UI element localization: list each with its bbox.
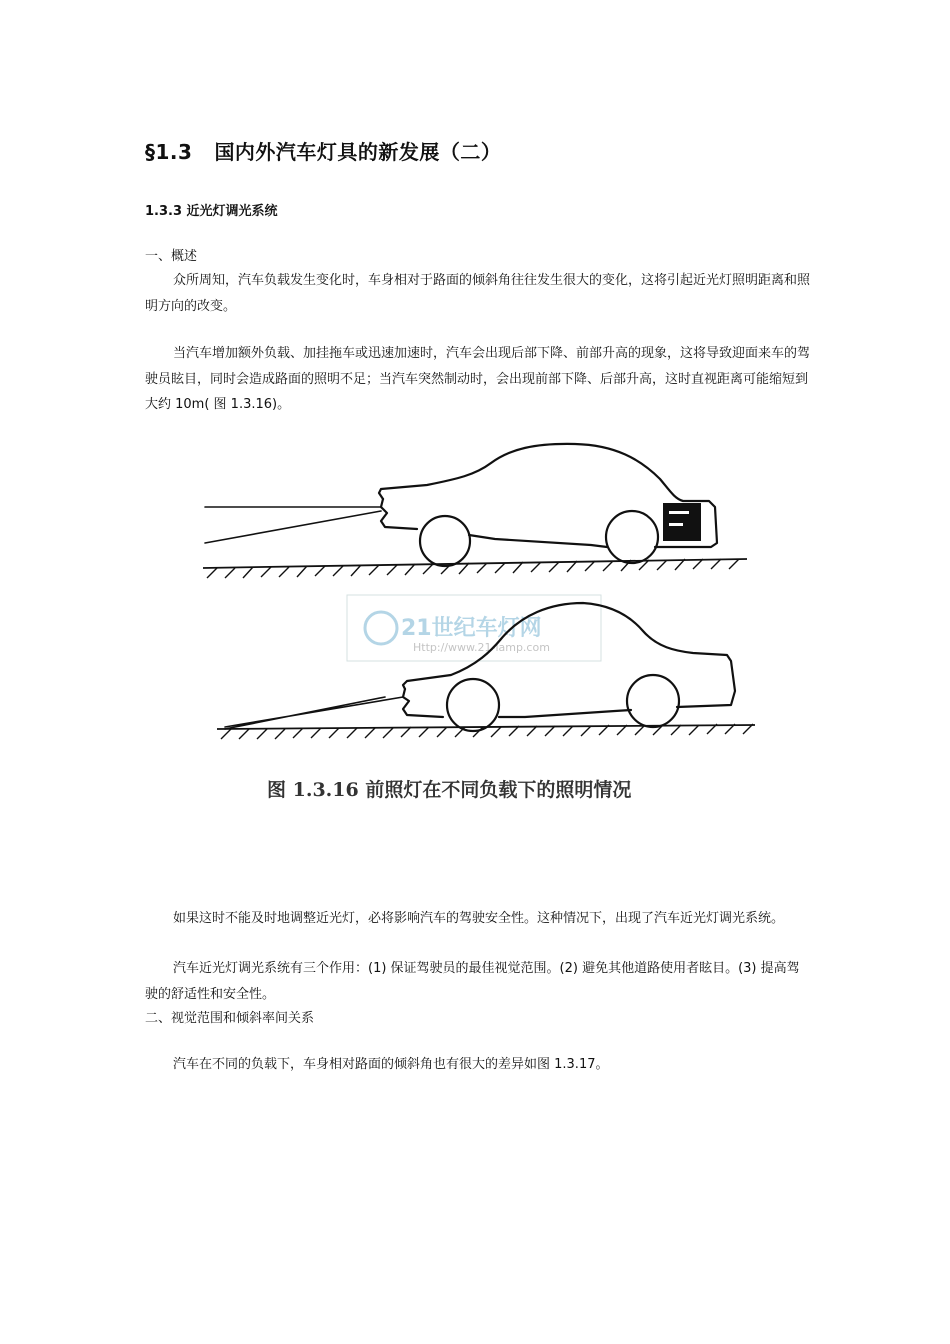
figure-caption: 图 1.3.16 前照灯在不同负载下的照明情况 <box>267 779 632 801</box>
paragraph-4: 汽车近光灯调光系统有三个作用：(1) 保证驾驶员的最佳视觉范围。(2) 避免其他道路使用者眩目。(3) 提高驾驶的舒适性和安全性。 <box>145 961 800 1002</box>
section-number: §1.3 <box>145 140 193 164</box>
road-bottom <box>217 724 755 739</box>
car-illustration-top <box>205 444 717 566</box>
subsection-heading: 1.3.3 近光灯调光系统 <box>145 204 278 219</box>
paragraph-5: 汽车在不同的负载下，车身相对路面的倾斜角也有很大的差异如图 1.3.17。 <box>173 1057 609 1072</box>
road-top <box>203 559 747 578</box>
paragraph-1: 众所周知，汽车负载发生变化时，车身相对于路面的倾斜角往往发生很大的变化，这将引起近光灯照明距离和照明方向的改变。 <box>145 273 811 314</box>
section-1-title: 一、概述 <box>145 249 198 264</box>
section-2-title: 二、视觉范围和倾斜率间关系 <box>145 1011 315 1026</box>
figure-headlight-illumination <box>195 435 765 810</box>
trailer-load-icon <box>663 503 701 541</box>
watermark-url: Http://www.21-lamp.com <box>413 641 550 654</box>
section-title: 国内外汽车灯具的新发展（二） <box>214 140 502 164</box>
paragraph-2: 当汽车增加额外负载、加挂拖车或迅速加速时，汽车会出现后部下降、前部升高的现象，这将导致迎面来车的驾驶员眩目，同时会造成路面的照明不足；当汽车突然制动时，会出现前部下降、后部升高，这时直视距离可能缩短到大约 10m( 图 1.3.16)。 <box>145 346 811 412</box>
watermark-title: 21世纪车灯网 <box>401 616 542 641</box>
paragraph-3: 如果这时不能及时地调整近光灯，必将影响汽车的驾驶安全性。这种情况下，出现了汽车近光灯调光系统。 <box>173 911 785 926</box>
section-heading <box>145 136 501 165</box>
